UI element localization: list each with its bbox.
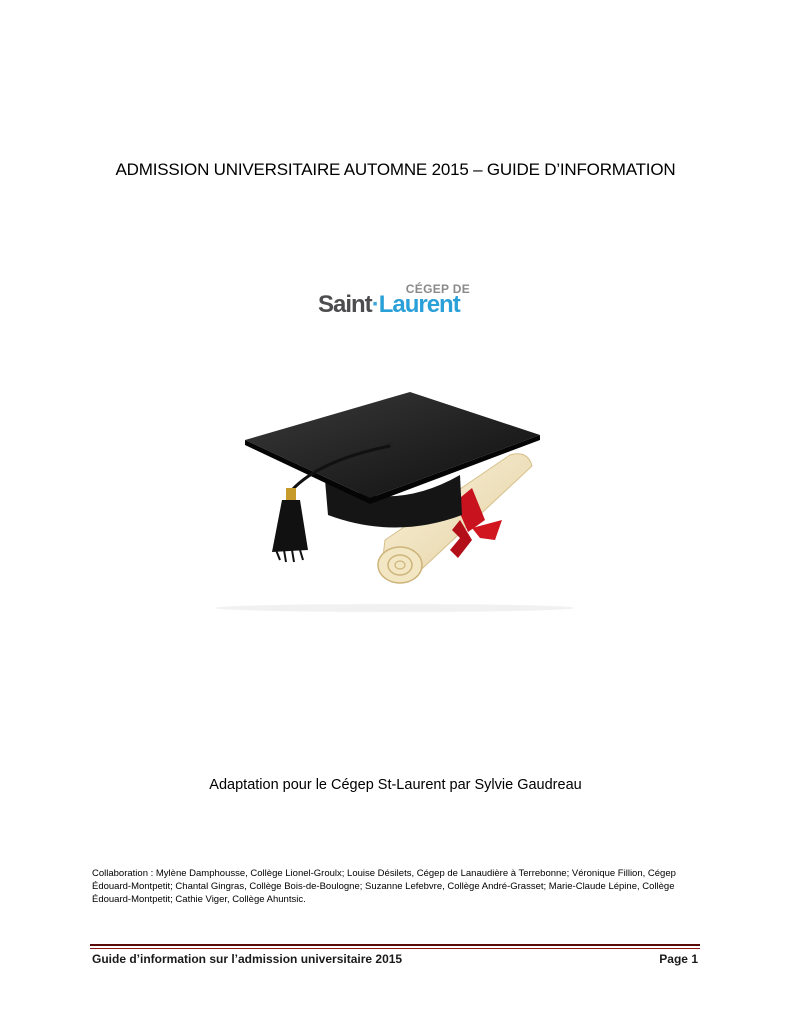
logo-name-saint: Saint bbox=[318, 291, 372, 318]
cegep-saint-laurent-logo bbox=[318, 282, 478, 322]
logo-name-dot: · bbox=[371, 291, 379, 318]
logo-name-laurent: Laurent bbox=[378, 291, 460, 318]
graduation-cap-and-diploma-icon bbox=[210, 380, 580, 615]
logo-name bbox=[318, 291, 460, 319]
footer-divider bbox=[90, 944, 700, 949]
collaboration-credits: Collaboration : Mylène Damphousse, Collège Lionel-Groulx; Louise Désilets, Cégep de Lanaudière à Terrebonne; Véronique Fillion, Cégep Édouard-Montpetit; Chantal Gingras, Collège Bois-de-Boulogne; Suzanne Lefebvre, Collège André-Grasset; Marie-Claude Lépine, Collège Édouard-Montpetit; Cathie Viger, Collège Ahuntsic. bbox=[92, 868, 676, 905]
shadow bbox=[215, 604, 575, 612]
document-subtitle: Adaptation pour le Cégep St-Laurent par Sylvie Gaudreau bbox=[209, 777, 582, 793]
logo-cegep-label: CÉGEP DE bbox=[405, 282, 470, 296]
footer-document-name: Guide d’information sur l’admission universitaire 2015 bbox=[92, 952, 403, 966]
footer-page-number: Page 1 bbox=[659, 952, 698, 966]
document-title: ADMISSION UNIVERSITAIRE AUTOMNE 2015 – GUIDE D’INFORMATION bbox=[115, 160, 676, 179]
